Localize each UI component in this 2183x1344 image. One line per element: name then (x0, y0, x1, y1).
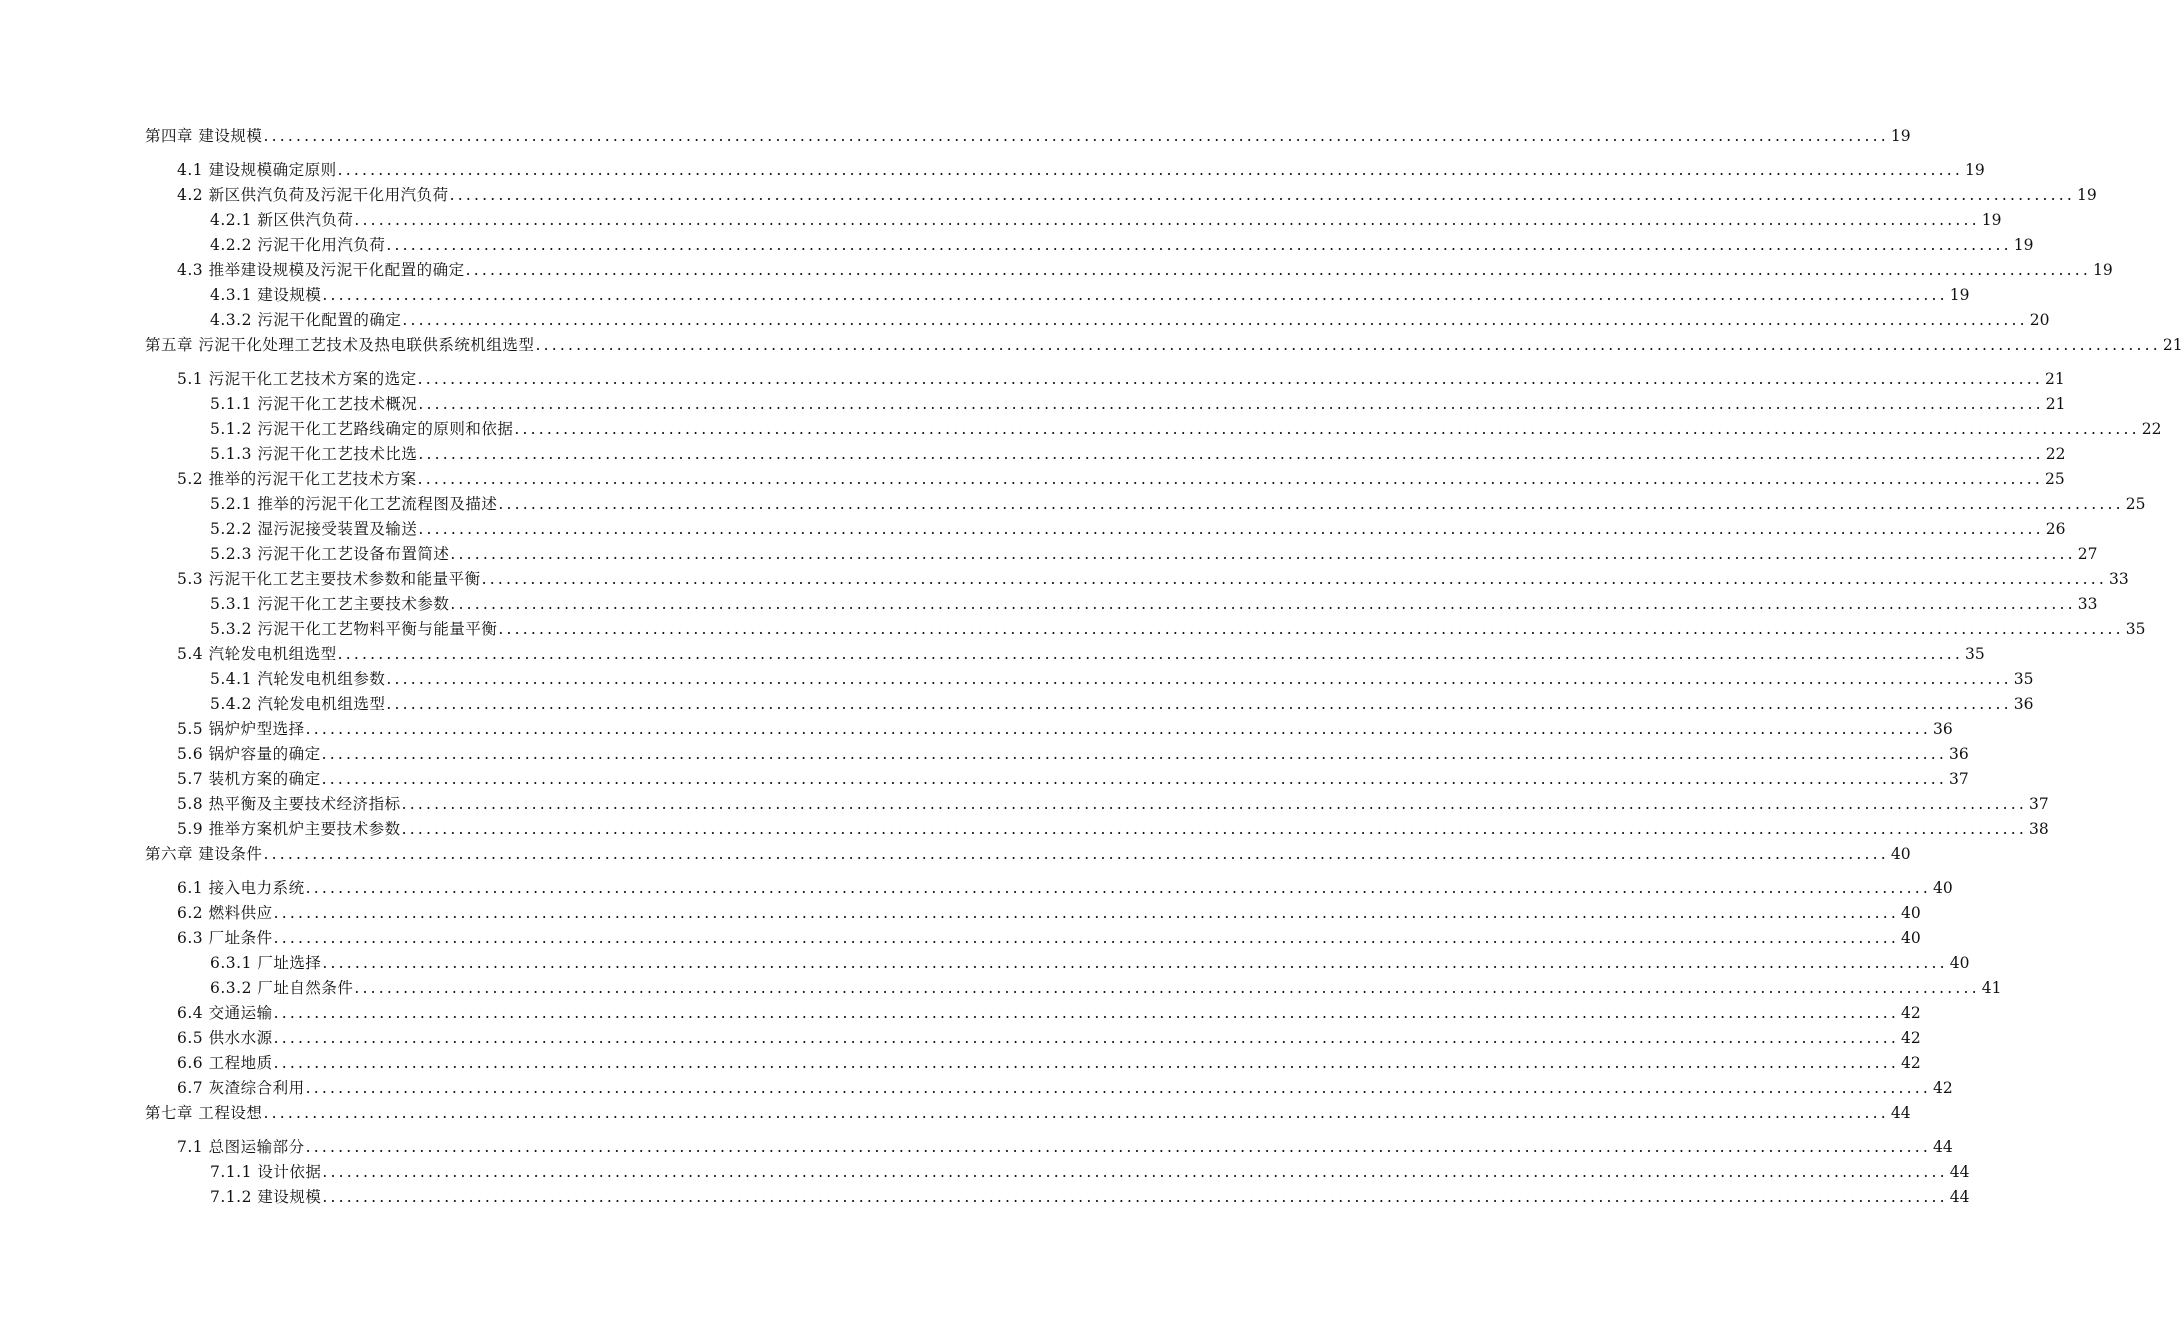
toc-entry-5-5[interactable] (177, 719, 1953, 739)
toc-entry-5-3-2[interactable] (210, 619, 2146, 639)
toc-page-number: 36 (1932, 720, 1953, 738)
toc-entry-chapter-6[interactable] (145, 844, 1911, 864)
toc-entry-title: 第五章 污泥干化处理工艺技术及热电联供系统机组选型 (145, 336, 535, 354)
toc-leader-dots: ........................................................................................................................................................................................................ (263, 127, 1889, 145)
toc-entry-title: 4.1 建设规模确定原则 (177, 161, 337, 179)
toc-page-number: 22 (2045, 445, 2066, 463)
toc-leader-dots: ........................................................................................................................................................................................................ (449, 186, 2075, 204)
toc-page-number: 41 (1981, 979, 2002, 997)
toc-leader-dots: ........................................................................................................................................................................................................ (417, 370, 2043, 388)
toc-page-number: 21 (2045, 370, 2065, 388)
toc-entry-title: 5.7 装机方案的确定 (177, 770, 321, 788)
toc-leader-dots: ........................................................................................................................................................................................................ (402, 311, 2028, 329)
toc-leader-dots: ........................................................................................................................................................................................................ (418, 520, 2044, 538)
toc-entry-title: 5.4.1 汽轮发电机组参数 (210, 670, 386, 688)
toc-leader-dots: ........................................................................................................................................................................................................ (418, 445, 2044, 463)
toc-page-number: 21 (2045, 395, 2066, 413)
toc-entry-title: 5.2.3 污泥干化工艺设备布置简述 (210, 545, 450, 563)
toc-entry-5-2[interactable] (177, 469, 2065, 489)
toc-leader-dots: ........................................................................................................................................................................................................ (481, 570, 2107, 588)
toc-page-number: 19 (1890, 127, 1911, 145)
toc-entry-5-3[interactable] (177, 569, 2129, 589)
toc-entry-title: 6.6 工程地质 (177, 1054, 273, 1072)
toc-page-number: 35 (2125, 620, 2146, 638)
toc-page-number: 44 (1890, 1104, 1911, 1122)
toc-leader-dots: ........................................................................................................................................................................................................ (401, 795, 2027, 813)
toc-entry-6-3-1[interactable] (210, 953, 1970, 973)
toc-entry-title: 5.2.1 推举的污泥干化工艺流程图及描述 (210, 495, 498, 513)
toc-page-number: 44 (1932, 1138, 1953, 1156)
toc-page-number: 37 (2028, 795, 2049, 813)
toc-entry-5-2-1[interactable] (210, 494, 2146, 514)
toc-page-number: 26 (2045, 520, 2066, 538)
toc-entry-7-1-1[interactable] (210, 1162, 1970, 1182)
toc-entry-4-2[interactable] (177, 185, 2097, 205)
toc-entry-5-4-2[interactable] (210, 694, 2034, 714)
toc-leader-dots: ........................................................................................................................................................................................................ (322, 954, 1948, 972)
toc-entry-title: 5.3 污泥干化工艺主要技术参数和能量平衡 (177, 570, 481, 588)
toc-leader-dots: ........................................................................................................................................................................................................ (418, 395, 2044, 413)
toc-entry-title: 6.3 厂址条件 (177, 929, 273, 947)
toc-entry-6-7[interactable] (177, 1078, 1953, 1098)
toc-leader-dots: ........................................................................................................................................................................................................ (322, 1188, 1948, 1206)
toc-page-number: 27 (2077, 545, 2098, 563)
toc-entry-title: 5.3.1 污泥干化工艺主要技术参数 (210, 595, 450, 613)
toc-entry-title: 第四章 建设规模 (145, 127, 263, 145)
toc-leader-dots: ........................................................................................................................................................................................................ (354, 979, 1980, 997)
toc-entry-title: 5.9 推举方案机炉主要技术参数 (177, 820, 401, 838)
toc-page-number: 35 (1964, 645, 1985, 663)
toc-entry-5-9[interactable] (177, 819, 2049, 839)
toc-entry-title: 5.8 热平衡及主要技术经济指标 (177, 795, 401, 813)
toc-entry-6-1[interactable] (177, 878, 1953, 898)
toc-entry-7-1-2[interactable] (210, 1187, 1970, 1207)
toc-page-number: 19 (2077, 186, 2097, 204)
toc-page-number: 42 (1900, 1004, 1921, 1022)
toc-leader-dots: ........................................................................................................................................................................................................ (337, 161, 1963, 179)
toc-page-number: 42 (1900, 1054, 1921, 1072)
toc-leader-dots: ........................................................................................................................................................................................................ (417, 470, 2043, 488)
toc-leader-dots: ........................................................................................................................................................................................................ (322, 1163, 1948, 1181)
toc-leader-dots: ........................................................................................................................................................................................................ (305, 1138, 1931, 1156)
toc-entry-title: 4.2.2 污泥干化用汽负荷 (210, 236, 386, 254)
toc-entry-title: 7.1.1 设计依据 (210, 1163, 322, 1181)
toc-entry-title: 7.1.2 建设规模 (210, 1188, 322, 1206)
toc-page-number: 40 (1900, 929, 1921, 947)
toc-page-number: 19 (1981, 211, 2002, 229)
toc-page-number: 35 (2013, 670, 2034, 688)
toc-page-number: 19 (1964, 161, 1985, 179)
toc-entry-6-3-2[interactable] (210, 978, 2002, 998)
toc-entry-title: 6.2 燃料供应 (177, 904, 273, 922)
toc-entry-title: 5.1.1 污泥干化工艺技术概况 (210, 395, 418, 413)
toc-entry-6-4[interactable] (177, 1003, 1921, 1023)
toc-entry-5-8[interactable] (177, 794, 2049, 814)
toc-leader-dots: ........................................................................................................................................................................................................ (263, 845, 1889, 863)
toc-leader-dots: ........................................................................................................................................................................................................ (498, 495, 2124, 513)
toc-leader-dots: ........................................................................................................................................................................................................ (305, 1079, 1931, 1097)
toc-entry-5-2-3[interactable] (210, 544, 2098, 564)
toc-leader-dots: ........................................................................................................................................................................................................ (535, 336, 2161, 354)
toc-leader-dots: ........................................................................................................................................................................................................ (386, 670, 2012, 688)
toc-entry-4-2-2[interactable] (210, 235, 2034, 255)
toc-entry-5-1[interactable] (177, 369, 2065, 389)
toc-entry-title: 6.4 交通运输 (177, 1004, 273, 1022)
toc-entry-title: 5.1.2 污泥干化工艺路线确定的原则和依据 (210, 420, 514, 438)
toc-page-number: 19 (1949, 286, 1970, 304)
toc-leader-dots: ........................................................................................................................................................................................................ (273, 929, 1899, 947)
toc-leader-dots: ........................................................................................................................................................................................................ (305, 720, 1931, 738)
toc-entry-5-1-1[interactable] (210, 394, 2066, 414)
toc-page-number: 37 (1948, 770, 1969, 788)
toc-entry-4-1[interactable] (177, 160, 1985, 180)
toc-entry-title: 4.3.1 建设规模 (210, 286, 322, 304)
toc-leader-dots: ........................................................................................................................................................................................................ (321, 770, 1947, 788)
toc-entry-title: 5.3.2 污泥干化工艺物料平衡与能量平衡 (210, 620, 498, 638)
toc-entry-title: 5.4.2 汽轮发电机组选型 (210, 695, 386, 713)
toc-entry-5-1-2[interactable] (210, 419, 2162, 439)
toc-entry-chapter-4[interactable] (145, 126, 1911, 146)
toc-entry-title: 4.2 新区供汽负荷及污泥干化用汽负荷 (177, 186, 449, 204)
toc-page-number: 25 (2045, 470, 2065, 488)
toc-entry-title: 5.1 污泥干化工艺技术方案的选定 (177, 370, 417, 388)
toc-page-number: 21 (2162, 336, 2183, 354)
toc-entry-title: 第七章 工程设想 (145, 1104, 263, 1122)
toc-leader-dots: ........................................................................................................................................................................................................ (322, 286, 1948, 304)
toc-page-number: 20 (2029, 311, 2050, 329)
toc-entry-6-5[interactable] (177, 1028, 1921, 1048)
toc-page-number: 33 (2077, 595, 2098, 613)
toc-leader-dots: ........................................................................................................................................................................................................ (321, 745, 1947, 763)
toc-entry-5-4-1[interactable] (210, 669, 2034, 689)
toc-entry-title: 4.3 推举建设规模及污泥干化配置的确定 (177, 261, 465, 279)
toc-leader-dots: ........................................................................................................................................................................................................ (337, 645, 1963, 663)
toc-entry-title: 6.7 灰渣综合利用 (177, 1079, 305, 1097)
toc-leader-dots: ........................................................................................................................................................................................................ (273, 904, 1899, 922)
toc-leader-dots: ........................................................................................................................................................................................................ (305, 879, 1931, 897)
toc-entry-4-3[interactable] (177, 260, 2113, 280)
toc-leader-dots: ........................................................................................................................................................................................................ (354, 211, 1980, 229)
toc-leader-dots: ........................................................................................................................................................................................................ (263, 1104, 1889, 1122)
toc-entry-title: 第六章 建设条件 (145, 845, 263, 863)
toc-leader-dots: ........................................................................................................................................................................................................ (514, 420, 2140, 438)
toc-page-number: 42 (1900, 1029, 1921, 1047)
toc-entry-chapter-7[interactable] (145, 1103, 1911, 1123)
toc-entry-5-2-2[interactable] (210, 519, 2066, 539)
toc-page-number: 36 (1948, 745, 1969, 763)
toc-entry-5-3-1[interactable] (210, 594, 2098, 614)
toc-page-number: 44 (1949, 1188, 1970, 1206)
toc-entry-chapter-5[interactable] (145, 335, 2183, 355)
toc-page-number: 25 (2125, 495, 2146, 513)
toc-leader-dots: ........................................................................................................................................................................................................ (273, 1004, 1899, 1022)
toc-leader-dots: ........................................................................................................................................................................................................ (450, 545, 2076, 563)
toc-page-number: 44 (1949, 1163, 1970, 1181)
toc-entry-title: 5.6 锅炉容量的确定 (177, 745, 321, 763)
toc-entry-7-1[interactable] (177, 1137, 1953, 1157)
toc-entry-4-3-2[interactable] (210, 310, 2050, 330)
toc-entry-4-2-1[interactable] (210, 210, 2002, 230)
toc-entry-6-3[interactable] (177, 928, 1921, 948)
toc-entry-title: 5.5 锅炉炉型选择 (177, 720, 305, 738)
toc-page-number: 33 (2109, 570, 2129, 588)
toc-entry-title: 6.5 供水水源 (177, 1029, 273, 1047)
toc-entry-title: 7.1 总图运输部分 (177, 1138, 305, 1156)
toc-entry-5-6[interactable] (177, 744, 1969, 764)
toc-page-number: 36 (2013, 695, 2034, 713)
toc-page-number: 42 (1932, 1079, 1953, 1097)
toc-page-number: 40 (1890, 845, 1911, 863)
toc-entry-title: 5.1.3 污泥干化工艺技术比选 (210, 445, 418, 463)
toc-entry-title: 4.2.1 新区供汽负荷 (210, 211, 354, 229)
toc-leader-dots: ........................................................................................................................................................................................................ (273, 1054, 1899, 1072)
toc-leader-dots: ........................................................................................................................................................................................................ (465, 261, 2091, 279)
toc-page-number: 19 (2093, 261, 2113, 279)
toc-entry-title: 6.1 接入电力系统 (177, 879, 305, 897)
toc-page-number: 40 (1900, 904, 1921, 922)
toc-leader-dots: ........................................................................................................................................................................................................ (273, 1029, 1899, 1047)
toc-page-number: 22 (2141, 420, 2162, 438)
toc-page-number: 40 (1949, 954, 1970, 972)
toc-entry-5-7[interactable] (177, 769, 1969, 789)
toc-entry-6-6[interactable] (177, 1053, 1921, 1073)
toc-entry-5-1-3[interactable] (210, 444, 2066, 464)
toc-entry-title: 5.4 汽轮发电机组选型 (177, 645, 337, 663)
toc-entry-title: 5.2.2 湿污泥接受装置及输送 (210, 520, 418, 538)
toc-entry-title: 5.2 推举的污泥干化工艺技术方案 (177, 470, 417, 488)
toc-page-number: 40 (1932, 879, 1953, 897)
toc-entry-4-3-1[interactable] (210, 285, 1970, 305)
toc-leader-dots: ........................................................................................................................................................................................................ (386, 695, 2012, 713)
toc-page-number: 19 (2013, 236, 2034, 254)
toc-entry-5-4[interactable] (177, 644, 1985, 664)
toc-leader-dots: ........................................................................................................................................................................................................ (498, 620, 2124, 638)
toc-leader-dots: ........................................................................................................................................................................................................ (386, 236, 2012, 254)
toc-leader-dots: ........................................................................................................................................................................................................ (450, 595, 2076, 613)
toc-entry-title: 4.3.2 污泥干化配置的确定 (210, 311, 402, 329)
toc-entry-title: 6.3.2 厂址自然条件 (210, 979, 354, 997)
toc-entry-6-2[interactable] (177, 903, 1921, 923)
toc-leader-dots: ........................................................................................................................................................................................................ (401, 820, 2027, 838)
toc-entry-title: 6.3.1 厂址选择 (210, 954, 322, 972)
toc-page-number: 38 (2028, 820, 2049, 838)
